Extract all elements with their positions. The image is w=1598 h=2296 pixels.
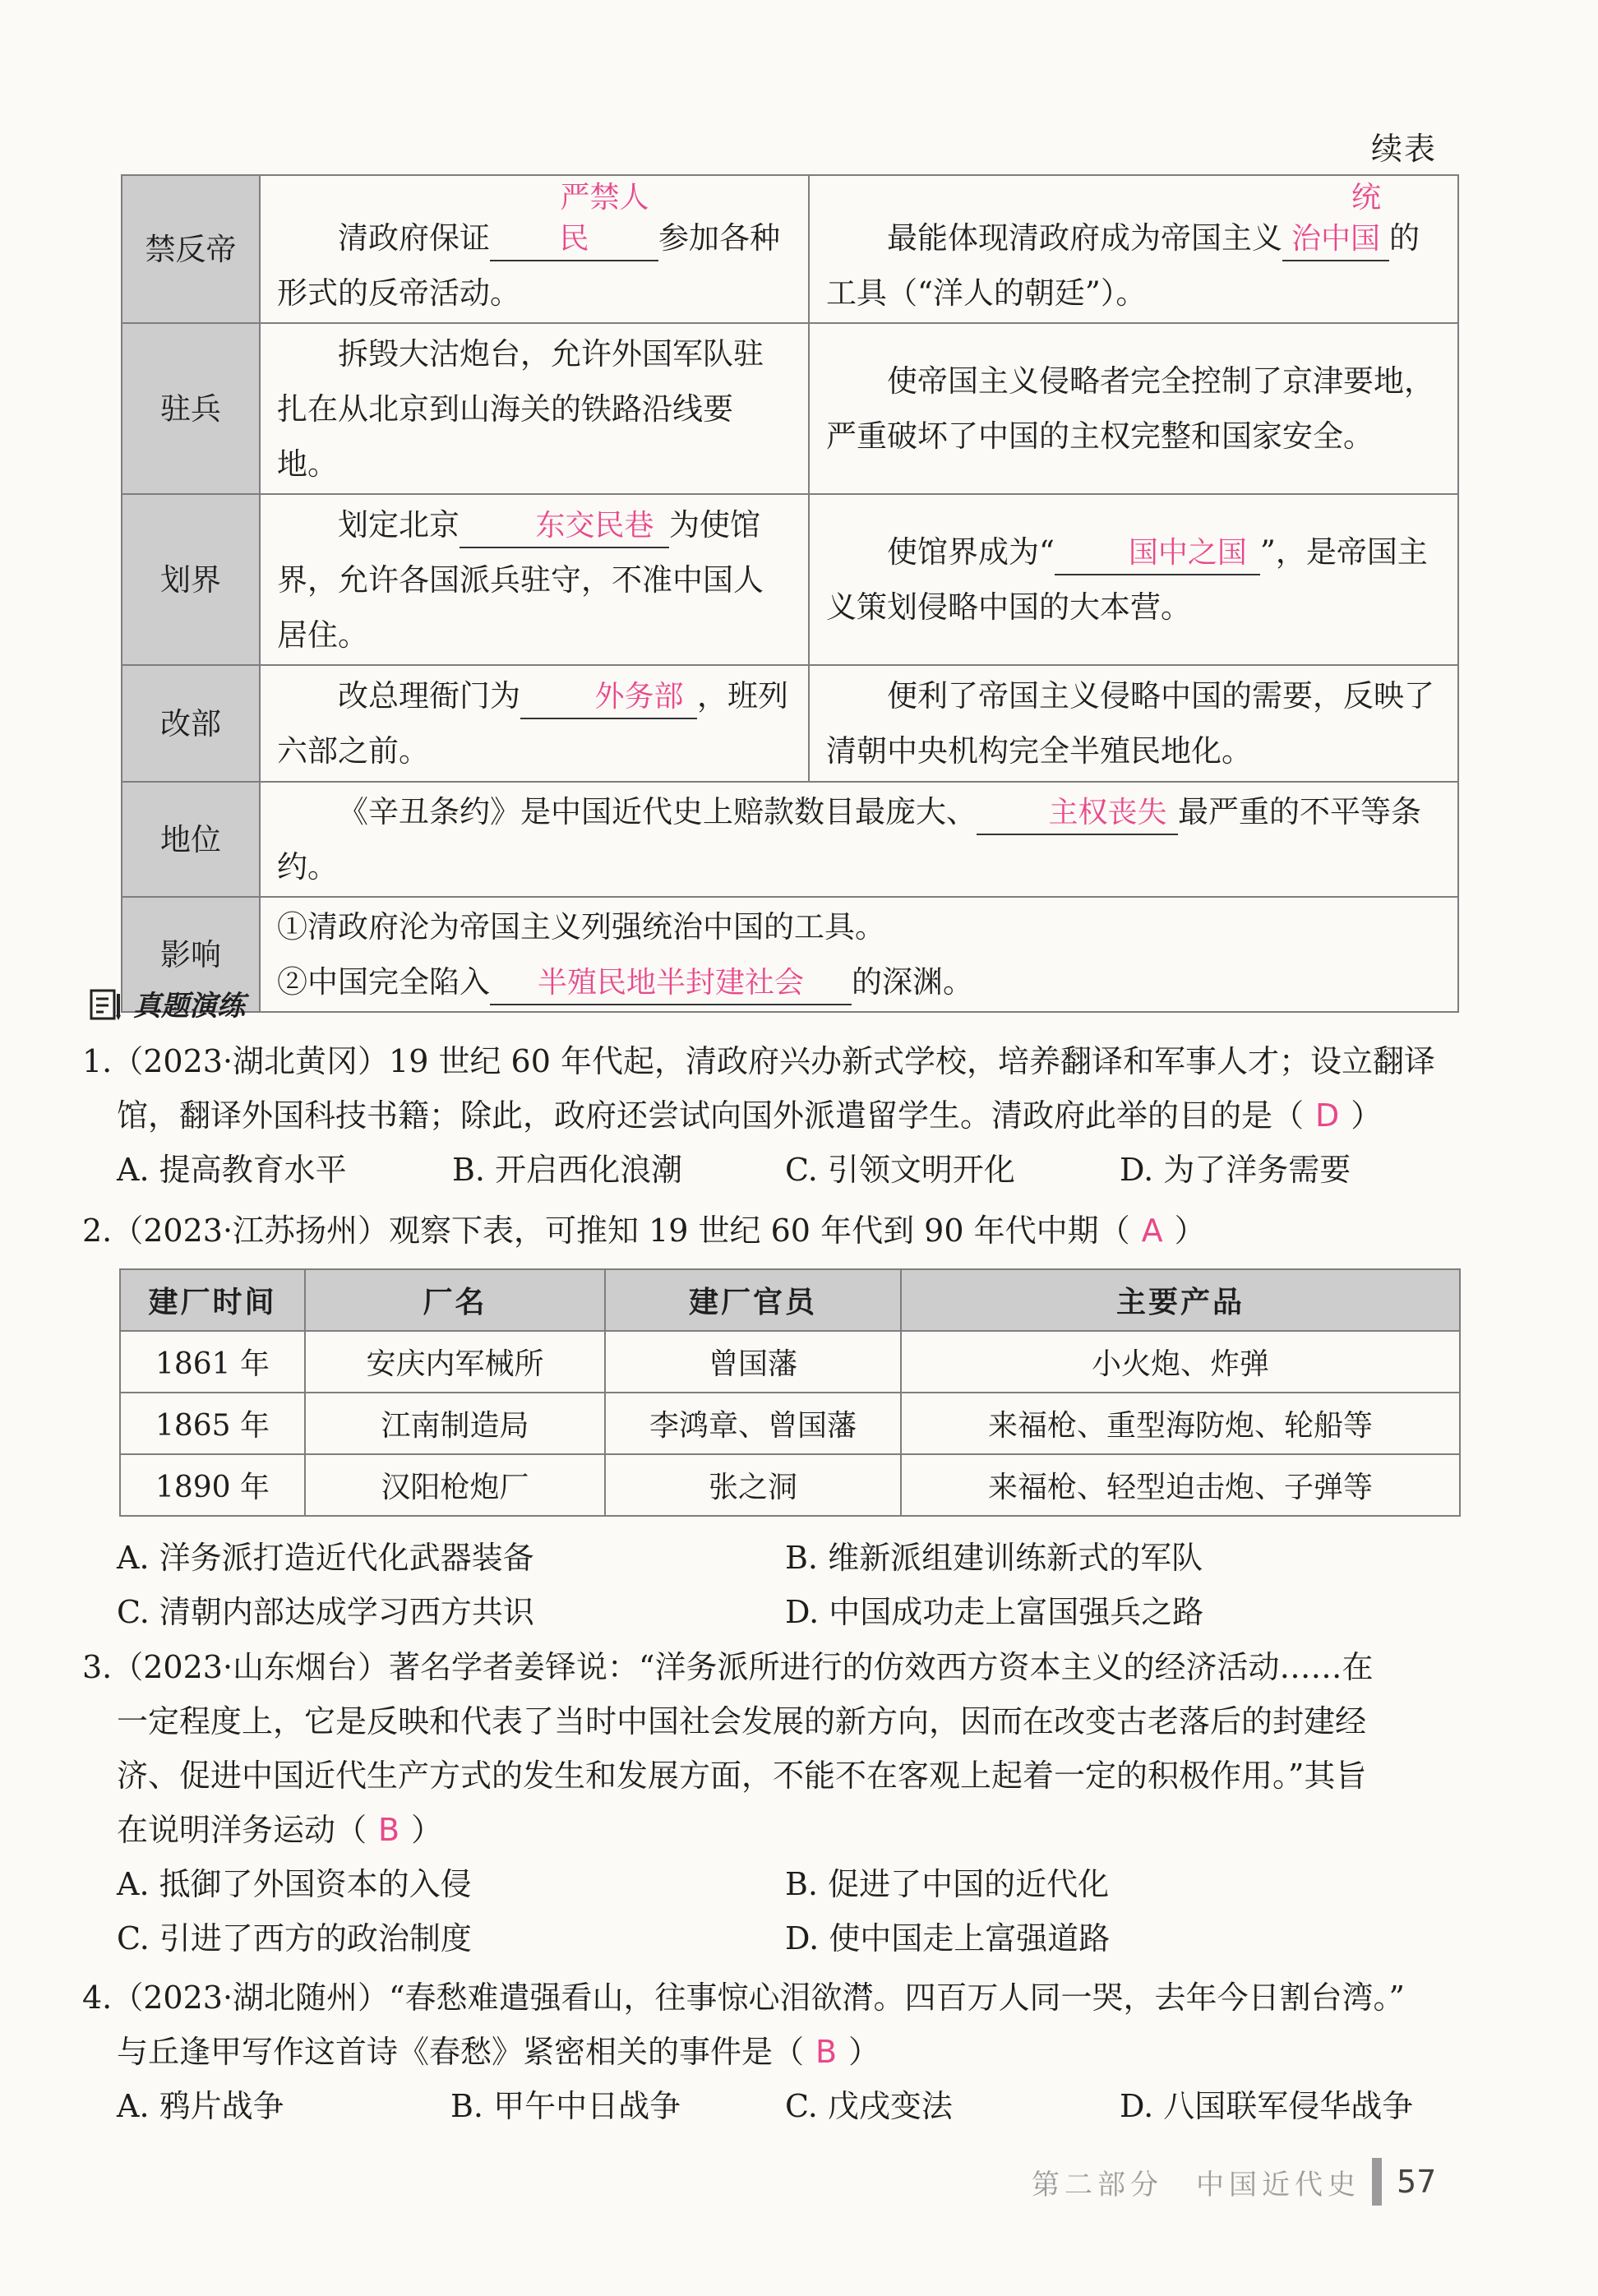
row-header: 地位: [122, 782, 260, 897]
content-cell: [809, 175, 1458, 323]
cell-text: ”，是帝国主义策划侵略中国的大本营。: [826, 534, 1428, 625]
row-header: 禁反帝: [122, 175, 260, 323]
question-line: 一定程度上，它是反映和代表了当时中国社会发展的新方向，因而在改变古老落后的封建经: [117, 1703, 1367, 1739]
cell-text: 划定北京: [338, 506, 460, 543]
option-d: D. 为了洋务需要: [1120, 1152, 1351, 1188]
cell-text: 改总理衙门为: [338, 678, 520, 714]
answer-mark: B: [815, 2034, 838, 2070]
question-1: [82, 1034, 1471, 1197]
options-row: [82, 1143, 1471, 1197]
table-cell: 张之洞: [605, 1454, 901, 1516]
content-cell: [260, 175, 809, 323]
content-cell: [260, 782, 1458, 897]
content-cell: 便利了帝国主义侵略中国的需要，反映了清朝中央机构完全半殖民地化。: [809, 665, 1458, 782]
question-4: [82, 1970, 1471, 2133]
column-header: 建厂官员: [605, 1269, 901, 1331]
option-b: B. 开启西化浪潮: [452, 1152, 683, 1188]
question-text: ）: [1351, 1097, 1383, 1134]
row-header: 驻兵: [122, 323, 260, 494]
question-line: [82, 2025, 1471, 2079]
cell-text: ，班列六部之前。: [277, 678, 788, 769]
table-row: [120, 1454, 1460, 1516]
fill-blank-answer: 严禁人民: [490, 178, 658, 261]
question-text: 在说明洋务运动（: [117, 1812, 367, 1848]
table-cell: 来福枪、轻型迫击炮、子弹等: [901, 1454, 1460, 1516]
table-cell: 1890 年: [120, 1454, 305, 1516]
question-line: 3.（2023·山东烟台）著名学者姜铎说：“洋务派所进行的仿效西方资本主义的经济活动……在: [82, 1649, 1374, 1685]
table-cell: 江南制造局: [305, 1393, 605, 1454]
fill-blank-answer: 国中之国: [1055, 533, 1260, 575]
question-text: ）: [1174, 1213, 1206, 1249]
options-row: [82, 1857, 1471, 1911]
footer-divider: [1372, 2158, 1382, 2206]
cell-text: 最严重的不平等条约。: [277, 794, 1421, 885]
section-heading: [89, 983, 245, 1023]
option-a: A. 洋务派打造近代化武器装备: [117, 1540, 534, 1576]
footer-section-title: 第二部分 中国近代史: [1032, 2168, 1360, 2201]
impact-line-1: ①清政府沦为帝国主义列强统治中国的工具。: [277, 909, 885, 945]
continued-table-label: 续表: [1371, 131, 1438, 167]
table-cell: 汉阳枪炮厂: [305, 1454, 605, 1516]
option-c: C. 戊戌变法: [785, 2088, 953, 2124]
impact-line-2: [277, 954, 1441, 1009]
question-line: 济、促进中国近代生产方式的发生和发展方面，不能不在客观上起着一定的积极作用。”其旨: [117, 1758, 1367, 1794]
question-3: [82, 1640, 1471, 1966]
options-row: [82, 1911, 1471, 1966]
row-header: 划界: [122, 494, 260, 665]
content-cell: 拆毁大沽炮台，允许外国军队驻扎在从北京到山海关的铁路沿线要地。: [260, 323, 809, 494]
fill-blank-answer: 外务部: [520, 677, 697, 719]
options-row: [82, 2079, 1471, 2133]
table-header-row: [120, 1269, 1460, 1331]
section-title: 真题演练: [133, 990, 245, 1023]
cell-text: 的工具（“洋人的朝廷”）。: [826, 220, 1420, 311]
table-cell: 安庆内军械所: [305, 1331, 605, 1393]
question-text: 2.（2023·江苏扬州）观察下表，可推知 19 世纪 60 年代到 90 年代中期（: [82, 1213, 1130, 1249]
option-d: D. 使中国走上富强道路: [785, 1920, 1111, 1956]
cell-text: 最能体现清政府成为帝国主义: [887, 220, 1282, 256]
answer-mark: A: [1141, 1213, 1163, 1249]
treaty-table: [121, 174, 1459, 1013]
fill-blank-answer: 主权丧失: [977, 792, 1178, 835]
fill-blank-answer: 半殖民地半封建社会: [490, 963, 852, 1005]
table-row: [122, 665, 1458, 782]
question-line: [82, 1203, 1471, 1258]
question-line: 1.（2023·湖北黄冈）19 世纪 60 年代起，清政府兴办新式学校，培养翻译和军事人才；设立翻译: [82, 1043, 1435, 1079]
question-2: [82, 1203, 1471, 1258]
table-cell: 小火炮、炸弹: [901, 1331, 1460, 1393]
option-c: C. 引领文明开化: [785, 1152, 1015, 1188]
table-cell: 1865 年: [120, 1393, 305, 1454]
content-cell: [260, 665, 809, 782]
column-header: 主要产品: [901, 1269, 1460, 1331]
option-a: A. 抵御了外国资本的入侵: [117, 1866, 472, 1902]
question-text: ）: [848, 2034, 880, 2070]
table-row: [122, 897, 1458, 1012]
factory-table: [119, 1268, 1461, 1517]
option-b: B. 维新派组建训练新式的军队: [785, 1540, 1203, 1576]
fill-blank-answer: 东交民巷: [460, 506, 669, 548]
cell-text: 的深渊。: [852, 964, 973, 1000]
option-c: C. 引进了西方的政治制度: [117, 1920, 472, 1956]
question-text: 馆，翻译外国科技书籍；除此，政府还尝试向国外派遣留学生。清政府此举的目的是（: [117, 1097, 1305, 1134]
table-cell: 曾国藩: [605, 1331, 901, 1393]
options-row: [82, 1585, 1471, 1639]
content-cell: [260, 897, 1458, 1012]
answer-mark: B: [378, 1812, 400, 1848]
cell-text: 参加各种形式的反帝活动。: [277, 220, 780, 311]
row-header: 影响: [122, 897, 260, 1012]
option-d: D. 中国成功走上富国强兵之路: [785, 1594, 1204, 1630]
option-d: D. 八国联军侵华战争: [1120, 2088, 1414, 2124]
table-cell: 来福枪、重型海防炮、轮船等: [901, 1393, 1460, 1454]
content-cell: [260, 494, 809, 665]
question-2-options: [82, 1531, 1471, 1639]
table-cell: 1861 年: [120, 1331, 305, 1393]
question-line: 4.（2023·湖北随州）“春愁难遣强看山，往事惊心泪欲潸。四百万人同一哭，去年今日割台湾。”: [82, 1980, 1405, 2016]
question-text: 与丘逢甲写作这首诗《春愁》紧密相关的事件是（: [117, 2034, 805, 2070]
option-a: A. 提高教育水平: [117, 1152, 347, 1188]
row-header: 改部: [122, 665, 260, 782]
cell-text: ②中国完全陷入: [277, 964, 490, 1000]
options-row: [82, 1531, 1471, 1585]
cell-text: 为使馆界，允许各国派兵驻守，不准中国人居住。: [277, 506, 764, 653]
column-header: 厂名: [305, 1269, 605, 1331]
pencil-note-icon: [89, 986, 123, 1022]
column-header: 建厂时间: [120, 1269, 305, 1331]
option-b: B. 促进了中国的近代化: [785, 1866, 1110, 1902]
option-c: C. 清朝内部达成学习西方共识: [117, 1594, 534, 1630]
table-row: [120, 1331, 1460, 1393]
question-line: [82, 1803, 1471, 1857]
option-a: A. 鸦片战争: [117, 2088, 284, 2124]
cell-text: 清政府保证: [338, 220, 490, 256]
table-cell: 李鸿章、曾国藩: [605, 1393, 901, 1454]
table-row: [122, 323, 1458, 494]
answer-mark: D: [1315, 1097, 1340, 1134]
content-cell: [809, 494, 1458, 665]
table-row: [122, 175, 1458, 323]
fill-blank-answer: 统治中国: [1282, 178, 1389, 261]
table-row: [122, 782, 1458, 897]
page-footer: [1032, 2158, 1436, 2206]
cell-text: 《辛丑条约》是中国近代史上赔款数目最庞大、: [338, 794, 977, 829]
question-text: ）: [411, 1812, 443, 1848]
question-line: [82, 1088, 1471, 1143]
table-row: [122, 494, 1458, 665]
table-row: [120, 1393, 1460, 1454]
page-number: 57: [1397, 2164, 1437, 2200]
cell-text: 使馆界成为“: [887, 534, 1055, 570]
option-b: B. 甲午中日战争: [450, 2088, 681, 2124]
content-cell: 使帝国主义侵略者完全控制了京津要地，严重破坏了中国的主权完整和国家安全。: [809, 323, 1458, 494]
